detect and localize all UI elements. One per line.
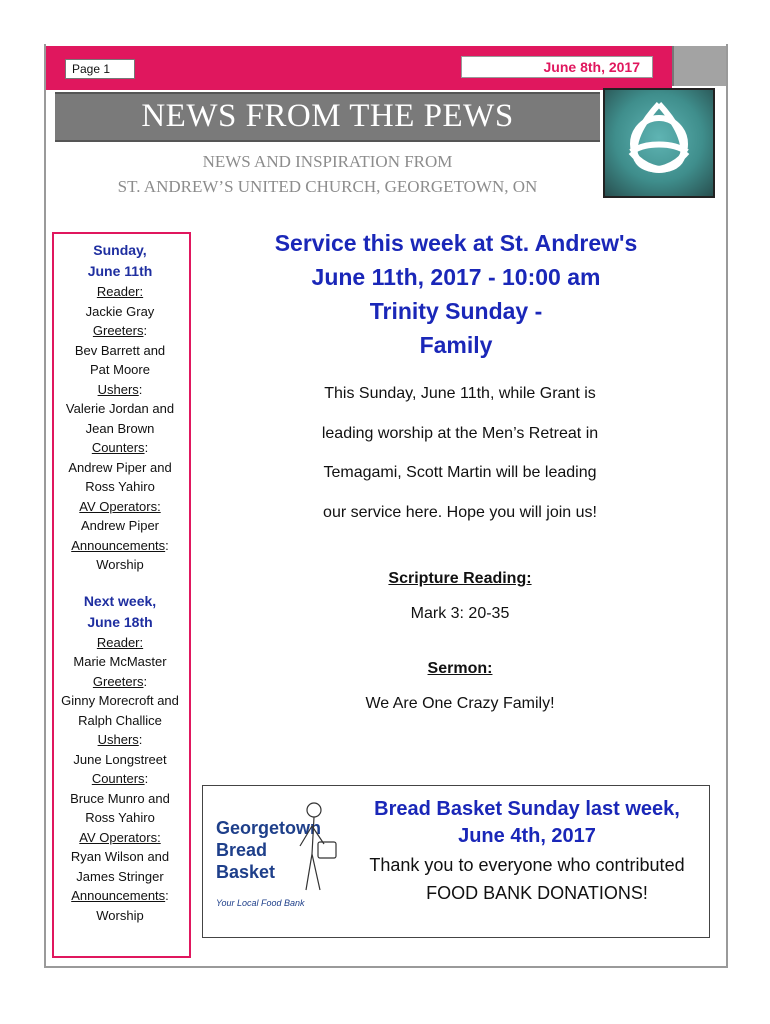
sermon-label: Sermon: <box>427 660 493 677</box>
paragraph-line-3: Temagami, Scott Martin will be leading <box>323 464 597 481</box>
next-av-operators-names-1: Ryan Wilson and <box>70 849 170 864</box>
counters-names-1: Andrew Piper and <box>68 459 172 475</box>
reader-name: Jackie Gray <box>85 303 155 319</box>
announcements-value: Worship <box>96 557 144 572</box>
next-greeters-label: Greeters <box>92 673 144 689</box>
service-heading-line-1: Service this week at St. Andrew's <box>274 230 638 256</box>
next-counters-label: Counters <box>91 771 145 786</box>
next-counters-names-2: Ross Yahiro <box>85 810 155 825</box>
page-number: Page 1 <box>65 59 135 79</box>
service-paragraph <box>260 374 660 532</box>
counters-label: Counters <box>91 440 145 455</box>
ushers-names-1: Valerie Jordan and <box>65 401 175 416</box>
this-week-heading-2: June 11th <box>87 263 153 279</box>
subtitle-line-1: NEWS AND INSPIRATION FROM <box>202 152 453 171</box>
newsletter-title: NEWS FROM THE PEWS <box>141 98 514 134</box>
logo-line-1: Georgetown <box>216 818 322 838</box>
food-bank-logo-icon <box>212 798 342 918</box>
next-announcements-label: Announcements <box>71 888 166 903</box>
ushers-label: Ushers <box>97 381 139 397</box>
service-heading-line-4: Family <box>419 332 493 358</box>
service-heading-line-3: Trinity Sunday - <box>369 298 543 324</box>
paragraph-line-4: our service here. Hope you will join us! <box>323 503 597 521</box>
bread-basket-title <box>346 796 708 850</box>
logo-line-2: Bread <box>216 840 268 860</box>
next-greeters-names-1: Ginny Morecroft and <box>61 693 179 708</box>
volunteer-schedule: Sunday, June 11th Reader: Jackie Gray Greeters: Bev Barrett and Pat Moore Ushers: Valerie Jordan and Jean Brown Counters: Andrew Piper and Ross Yahiro AV Operators: Andrew Piper Announcements: Worship Next week, June 18th Reader: Marie McMaster Greeters: Ginny Morecroft and Ralph Challice Ushers: June Longstreet Counters: Bruce Munro and Ross Yahiro AV Operators: Ryan Wilson and James Stringer Announcements: Worship <box>56 240 184 925</box>
av-operators-name: Andrew Piper <box>80 518 160 533</box>
scripture-label: Scripture Reading: <box>388 570 532 587</box>
next-ushers-label: Ushers <box>97 732 139 747</box>
logo-tagline: Your Local Food Bank <box>216 898 305 908</box>
subtitle-line-2: ST. ANDREW’S UNITED CHURCH, GEORGETOWN, ON <box>117 177 538 196</box>
paragraph-line-2: leading worship at the Men’s Retreat in <box>321 424 599 442</box>
next-week-heading-1: Next week, <box>83 592 157 609</box>
greeters-label: Greeters <box>92 323 144 338</box>
bread-basket-thanks: Thank you to everyone who contributed <box>369 855 685 875</box>
next-av-operators-names-2: James Stringer <box>76 868 164 884</box>
this-week-heading-1: Sunday, <box>93 242 147 258</box>
bread-basket-logo <box>212 798 342 918</box>
bread-basket-title-line-2: June 4th, 2017 <box>458 825 596 847</box>
next-week-heading-2: June 18th <box>87 613 153 630</box>
person-with-basket-icon <box>300 803 336 890</box>
ushers-names-2: Jean Brown <box>85 420 155 436</box>
next-reader-label: Reader: <box>96 634 144 650</box>
greeters-names-2: Pat Moore <box>90 362 150 377</box>
counters-names-2: Ross Yahiro <box>85 479 155 494</box>
next-counters-names-1: Bruce Munro and <box>70 790 170 806</box>
sermon-title: We Are One Crazy Family! <box>365 695 555 712</box>
trinity-knot-icon <box>605 90 713 196</box>
next-av-operators-label: AV Operators: <box>79 829 161 845</box>
next-reader-name: Marie McMaster <box>73 654 167 669</box>
next-greeters-names-2: Ralph Challice <box>78 712 162 728</box>
corner-tab <box>672 46 726 86</box>
logo-line-3: Basket <box>216 862 276 882</box>
announcements-label: Announcements <box>71 537 166 553</box>
service-heading-line-2: June 11th, 2017 - 10:00 am <box>311 264 601 290</box>
trinity-knot-logo <box>603 88 715 198</box>
next-announcements-value: Worship <box>96 907 144 923</box>
service-heading <box>200 226 712 362</box>
issue-date: June 8th, 2017 <box>461 56 653 78</box>
bread-basket-donations: FOOD BANK DONATIONS! <box>426 883 648 903</box>
greeters-names-1: Bev Barrett and <box>74 342 166 358</box>
av-operators-label: AV Operators: <box>79 498 161 514</box>
scripture-reference: Mark 3: 20-35 <box>410 605 510 622</box>
bread-basket-title-line-1: Bread Basket Sunday last week, <box>374 798 680 820</box>
next-ushers-name: June Longstreet <box>73 751 167 767</box>
paragraph-line-1: This Sunday, June 11th, while Grant is <box>324 385 596 402</box>
reader-label: Reader: <box>96 284 144 299</box>
